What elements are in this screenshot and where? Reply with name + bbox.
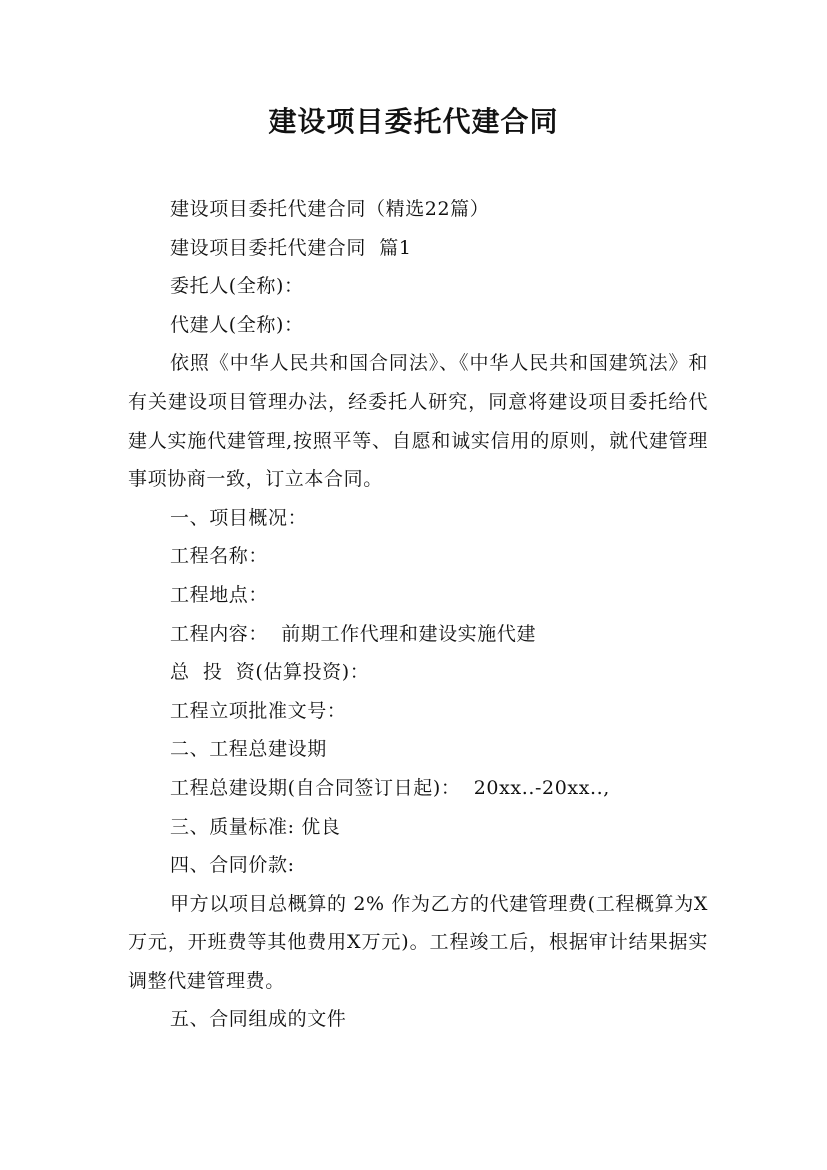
paragraph-project-content: 工程内容： 前期工作代理和建设实施代建 bbox=[170, 622, 537, 645]
paragraph-project-overview: 一、项目概况： bbox=[170, 506, 308, 529]
paragraph-contract-price-heading: 四、合同价款: bbox=[170, 854, 295, 877]
paragraph-project-location: 工程地点： bbox=[170, 583, 269, 606]
paragraph-total-investment: 总 投 资(估算投资)： bbox=[170, 661, 370, 684]
paragraph-approval-number: 工程立项批准文号： bbox=[170, 699, 347, 722]
paragraph-construction-period-heading: 二、工程总建设期 bbox=[170, 738, 327, 761]
paragraph-contract-price: 甲方以项目总概算的 2% 作为乙方的代建管理费(工程概算为X万元，开班费等其他费用X万元)。工程竣工后，根据审计结果据实调整代建管理费。 bbox=[128, 892, 708, 992]
paragraph-subtitle: 建设项目委托代建合同（精选22篇） bbox=[170, 198, 490, 220]
document-body bbox=[128, 190, 708, 1039]
paragraph-principal: 委托人(全称)： bbox=[170, 275, 304, 298]
paragraph-preamble: 依照《中华人民共和国合同法》、《中华人民共和国建筑法》和有关建设项目管理办法，经委托人研究，同意将建设项目委托给代建人实施代建管理,按照平等、自愿和诚实信用的原则，就代建管理事项协商一致，订立本合同。 bbox=[128, 352, 708, 491]
paragraph-project-name: 工程名称： bbox=[170, 545, 269, 568]
paragraph-agent: 代建人(全称)： bbox=[170, 313, 304, 336]
paragraph-quality-standard: 三、质量标准: 优良 bbox=[170, 815, 341, 838]
document-title: 建设项目委托代建合同 bbox=[268, 105, 559, 138]
paragraph-construction-period: 工程总建设期(自合同签订日起)： 20xx..-20xx.., bbox=[170, 776, 610, 799]
paragraph-contract-documents-heading: 五、合同组成的文件 bbox=[170, 1008, 347, 1031]
paragraph-section-heading: 建设项目委托代建合同 篇1 bbox=[170, 236, 412, 259]
